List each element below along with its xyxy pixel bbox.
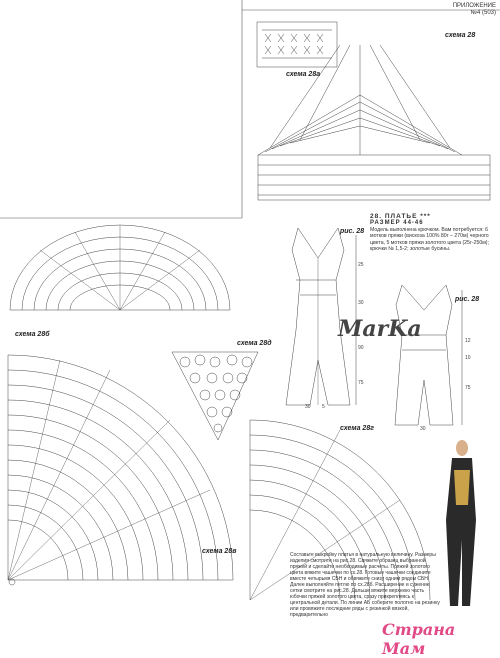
instructions-text: Составьте выкройку платья в натуральную величину. Размеры изделия смотрите на рис.28. Свяжите образец выбранной пряжей и сделайте необходимые расчеты. Пряжей золотого цвета вяжите чашечки по сх.28. Готовые чашечки соедините вместе четырьмя СБН и обвяжите снизу одним рядом СБН. Далее выполняйте петлю по сх.28б. Расширение и сужение сетки смотрите на рис.28. Дальше вяжите верхнюю часть юбочки пряжей золотого цвета, сразу прикрепляясь к центральной детали. По линии АБ соберите полотно на резинку или провяжите последние ряды с резинкой вязкой, предварительно xyxy=(290,552,440,618)
measure-label: 10 xyxy=(465,355,471,361)
description-title: 28. ПЛАТЬЕ *** xyxy=(370,213,431,220)
schema-28-fan xyxy=(258,45,490,200)
measure-label: 25 xyxy=(358,262,364,268)
caption-schema-28g: схема 28г xyxy=(340,425,374,432)
pattern-description xyxy=(370,214,498,252)
measure-label: 90 xyxy=(358,345,364,351)
caption-schema-28v: схема 28в xyxy=(202,548,237,555)
caption-schema-28d: схема 28д xyxy=(237,340,272,347)
measure-label: 30 xyxy=(305,404,311,410)
watermark-marka: MarKa xyxy=(338,316,422,342)
description-body: Модель выполнена крючком. Вам потребуется: 6 мотков пряжи (вискоза 100% 80г – 270м) черного цвета, 5 мотков пряжи золотого цвета (25г-250м); крючки № 1,5-2; золотые бусины. xyxy=(370,226,489,253)
site-logo: Страна Мам xyxy=(382,620,456,658)
schema-28b-diagram xyxy=(10,225,230,310)
schema-28d-diagram xyxy=(172,352,258,440)
model-photo xyxy=(446,440,476,606)
schema-28a-diagram xyxy=(257,22,337,67)
header-line2: №4 (503) xyxy=(470,10,496,16)
caption-schema-28b: схема 28б xyxy=(15,331,50,338)
measure-label: 75 xyxy=(465,385,471,391)
caption-schema-28a: схема 28а xyxy=(286,71,321,78)
schema-28v-diagram xyxy=(8,355,233,585)
caption-fig-28-back: рис. 28 xyxy=(455,296,480,303)
measure-label: 12 xyxy=(465,338,471,344)
caption-fig-28-front: рис. 28 xyxy=(340,228,365,235)
measure-label: 75 xyxy=(358,380,364,386)
description-size: РАЗМЕР 44-46 xyxy=(370,220,424,227)
caption-schema-28: схема 28 xyxy=(445,32,476,39)
header-line1: ПРИЛОЖЕНИЕ xyxy=(452,3,496,9)
measure-label: 30 xyxy=(358,300,364,306)
measure-label: 5 xyxy=(322,404,325,410)
dress-pattern-back xyxy=(395,285,462,425)
measure-label: 30 xyxy=(420,426,426,432)
